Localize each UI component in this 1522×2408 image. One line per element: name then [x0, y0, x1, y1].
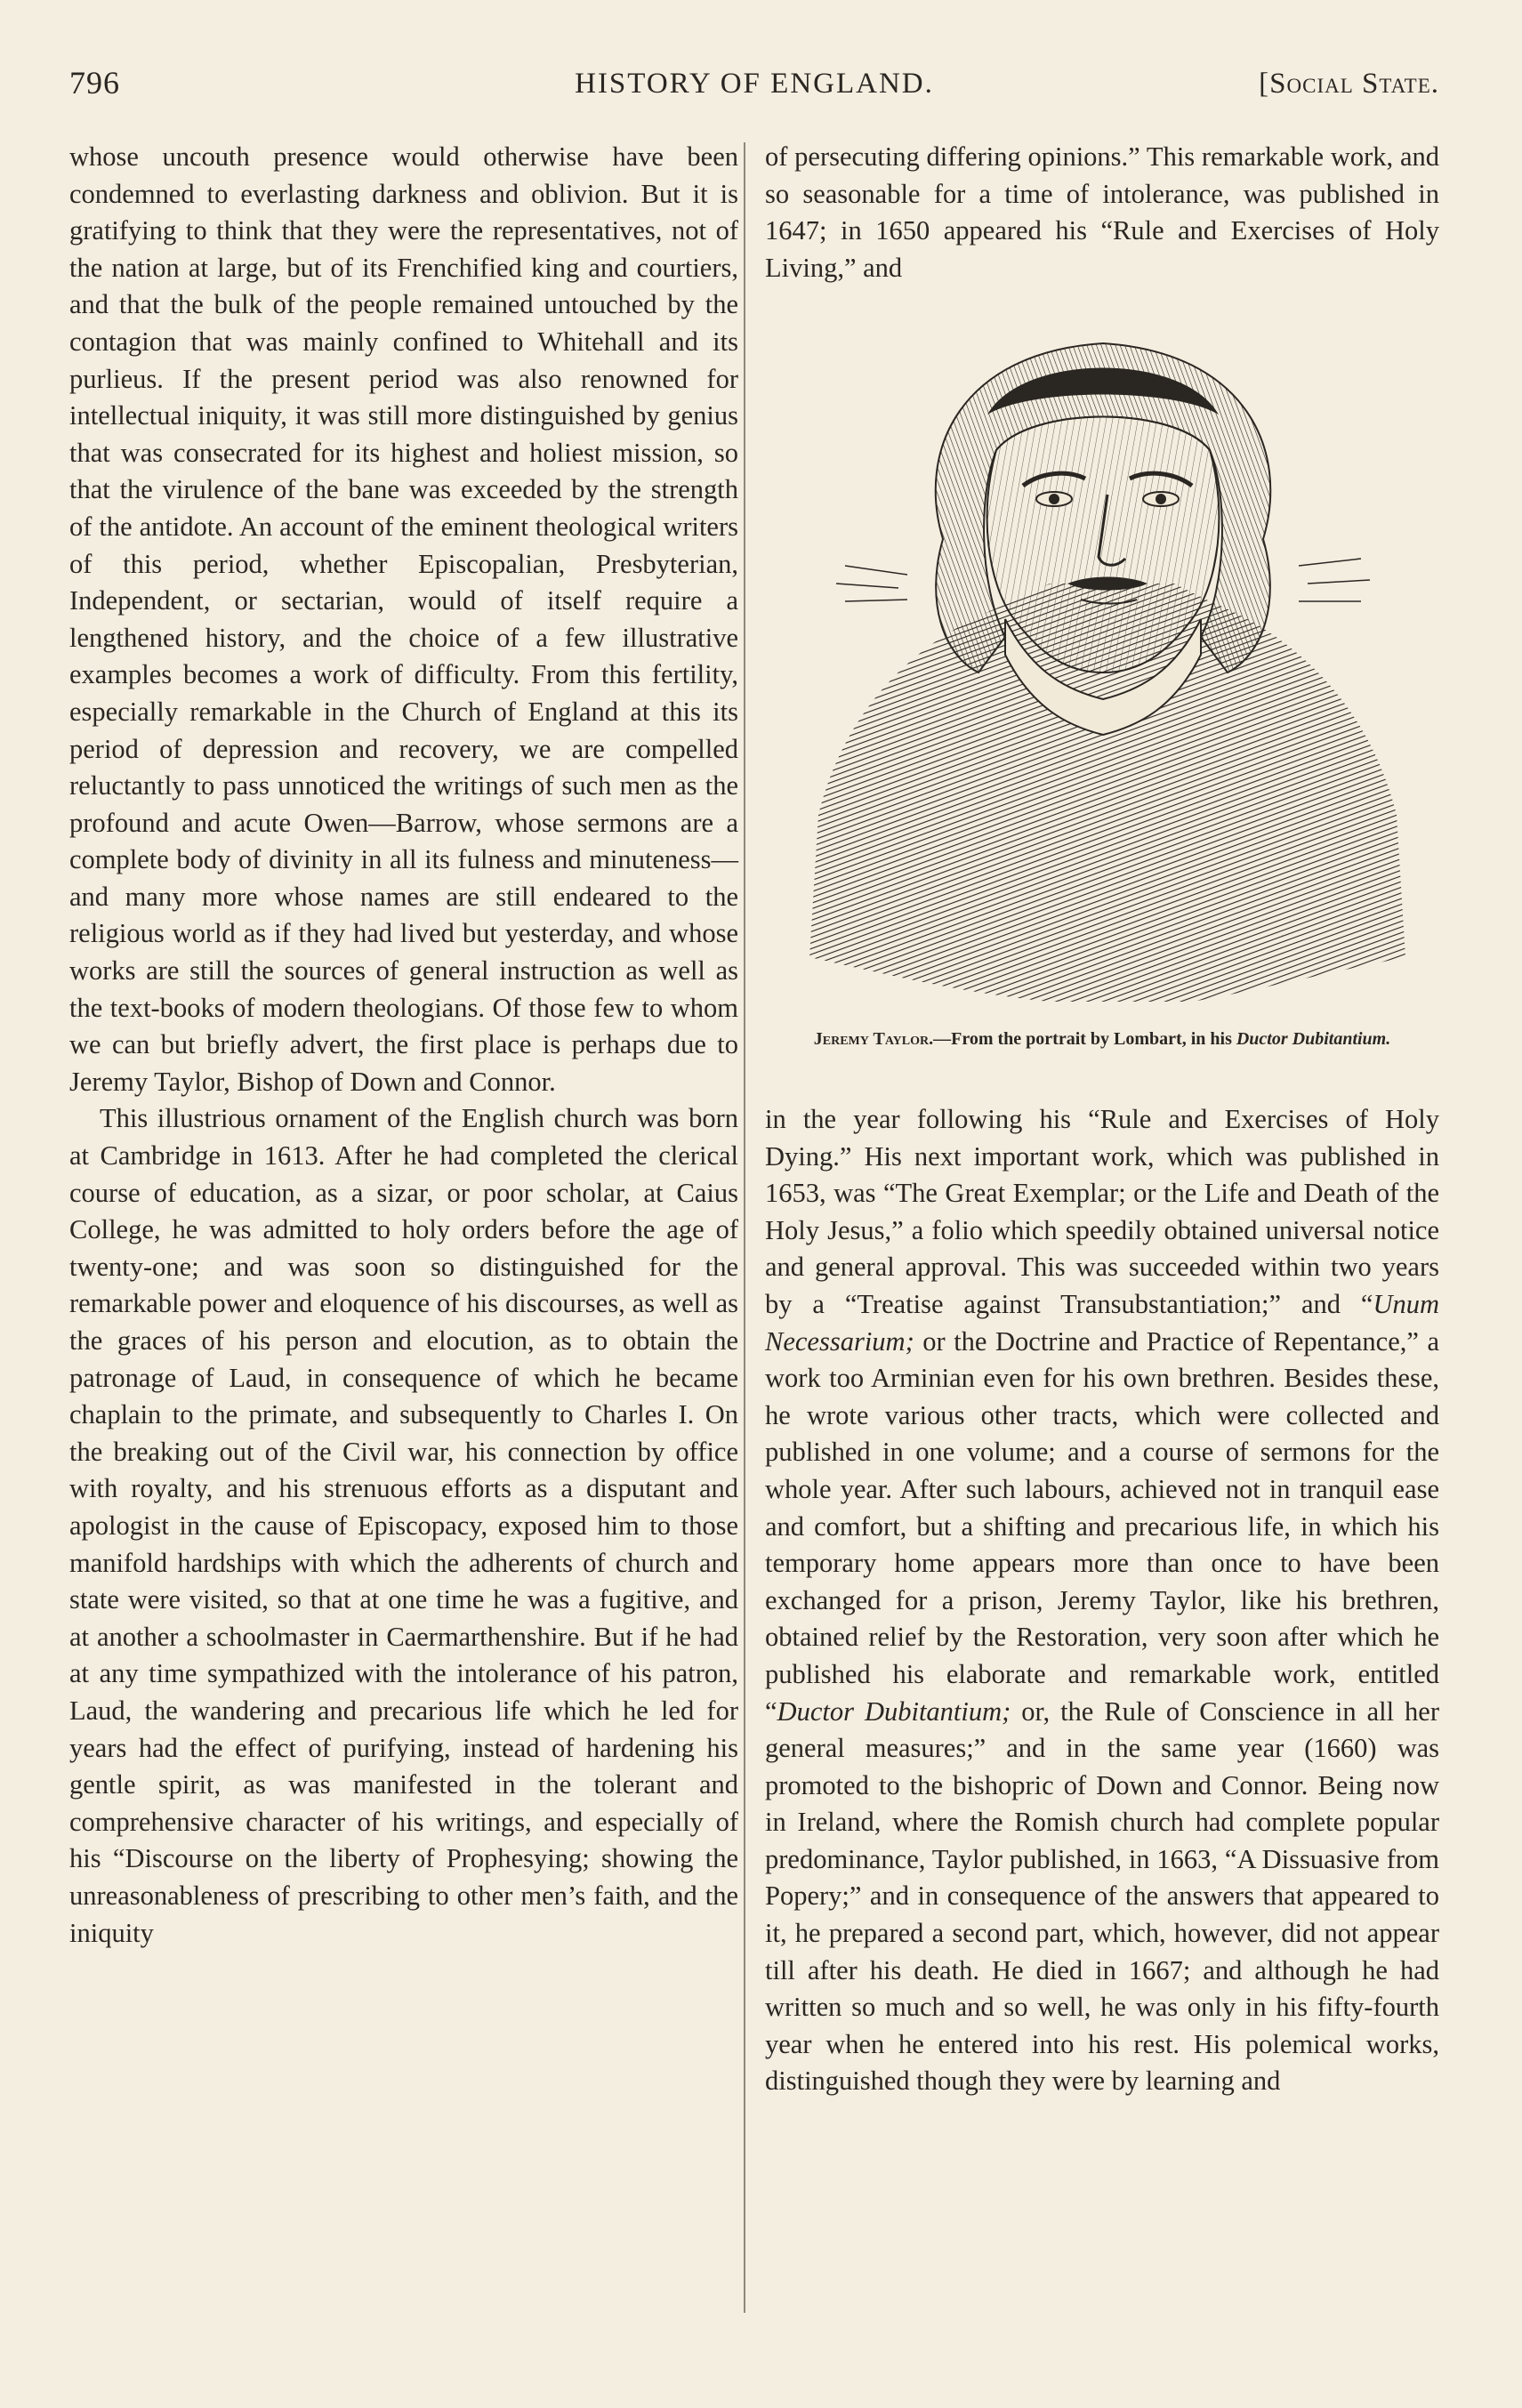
portrait-figure [765, 317, 1439, 1117]
title-unum-necessarium: Unum Necessarium; [765, 1288, 1439, 1357]
running-title: HISTORY OF ENGLAND. [575, 68, 934, 100]
paragraph-jeremy-taylor-life: This illustrious ornament of the English church was born at Cambridge in 1613. After he had completed the clerical course of education, as a sizar, or poor scholar, at Caius College, he was admitted to holy orders before the age of twenty-one; and was soon so distinguished for the remarkable power and eloquence of his discourses, as well as the graces of his person and elocution, as to obtain the patronage of Laud, in consequence of which he became chaplain to the primate, and subsequently to Charles I. On the breaking out of the Civil war, his connection by office with royalty, and his strenuous efforts as a disputant and apologist in the cause of Episcopacy, exposed him to those manifold hardships with which the adherents of church and state were visited, so that at one time he was a fugitive, and at another a schoolmaster in Caermarthenshire. But if he had at any time sympathized with the intolerance of his patron, Laud, the wandering and precarious life which he led for years had the effect of purifying, instead of hardening his gentle spirit, as was manifested in the tolerant and comprehensive character of his writings, and especially of his “Discourse on the liberty of Prophesying; showing the unreasonableness of prescribing to other men’s faith, and the iniquity [69, 1103, 738, 1948]
page-number: 796 [69, 65, 120, 101]
right-column-lower [765, 1101, 1439, 2100]
text-run-3: or, the Rule of Conscience in all her general measures;” and in the same year (1660) was promoted to the bishopric of Down and Connor. Being now in Ireland, where the Romish church had complete popular predominance, Taylor published, in 1663, “A Dissuasive from Popery;” and in consequence of the answers that appeared to it, he prepared a second part, which, however, did not appear till after his death. He died in 1667; and although he had written so much and so well, he was only in his fifty-fourth year when he entered into his rest. His polemical works, distinguished though they were by learning and [765, 1695, 1439, 2097]
paragraph-continuation: of persecuting differing opinions.” This remarkable work, and so seasonable for a time of intolerance, was published in 1647; in 1650 appeared his “Rule and Exercises of Holy Living,” and [765, 141, 1439, 283]
left-column [69, 139, 738, 1952]
paragraph-theological-writers: whose uncouth presence would otherwise have been condemned to everlasting darkness and oblivion. But it is gratifying to think that they were the representatives, not of the nation at large, but of its Frenchified king and courtiers, and that the bulk of the people remained untouched by the contagion that was mainly confined to Whitehall and its purlieus. If the present period was also renowned for intellectual iniquity, it was still more distinguished by genius that was consecrated for its highest and holiest mission, so that the virulence of the bane was exceeded by the strength of the antidote. An account of the eminent theological writers of this period, whether Episcopalian, Presbyterian, Independent, or sectarian, would of itself require a lengthened history, and the choice of a few illustrative examples becomes a work of difficulty. From this fertility, especially remarkable in the Church of England at this its period of depression and recovery, we are compelled reluctantly to pass unnoticed the writings of such men as the profound and acute Owen—Barrow, whose sermons are a complete body of divinity in all its fulness and minuteness—and many more whose names are still endeared to the religious world as if they had lived but yesterday, and whose works are still the sources of general instruction as well as the text-books of modern theologians. Of those few to whom we can but briefly advert, the first place is perhaps due to Jeremy Taylor, Bishop of Down and Connor. [69, 141, 738, 1097]
caption-text: —From the portrait by Lombart, in his [933, 1029, 1236, 1049]
text-run-2: or the Doctrine and Practice of Repentance,” a work too Arminian even for his own brethren. Besides these, he wrote various other tracts, which were collected and published in one volume; and a course of sermons for the whole year. After such labours, achieved not in tranquil ease and comfort, but a shifting and precarious life, in which his temporary home appears more than once to have been exchanged for a prison, Jeremy Taylor, like his brethren, obtained relief by the Restoration, very soon after which he published his elaborate and remarkable work, entitled “ [765, 1325, 1439, 1727]
caption-name: Jeremy Taylor. [813, 1029, 934, 1049]
caption-work-title: Ductor Dubitantium. [1236, 1029, 1391, 1049]
text-run-1: in the year following his “Rule and Exercises of Holy Dying.” His next important work, which was published in 1653, was “The Great Exemplar; or the Life and Death of the Holy Jesus,” a folio which speedily obtained universal notice and general approval. This was succeeded within two years by a “Treatise against Transubstantiation;” and “ [765, 1104, 1439, 1319]
figure-caption [765, 1027, 1439, 1051]
running-header [69, 64, 1439, 114]
right-column-top [765, 139, 1439, 286]
section-label: [Social State. [1259, 68, 1439, 100]
paragraph-taylor-works [765, 1101, 1439, 2100]
title-ductor-dubitantium: Ductor Dubitantium; [777, 1695, 1011, 1727]
jeremy-taylor-portrait-engraving [783, 317, 1423, 1011]
column-divider [744, 142, 745, 2313]
